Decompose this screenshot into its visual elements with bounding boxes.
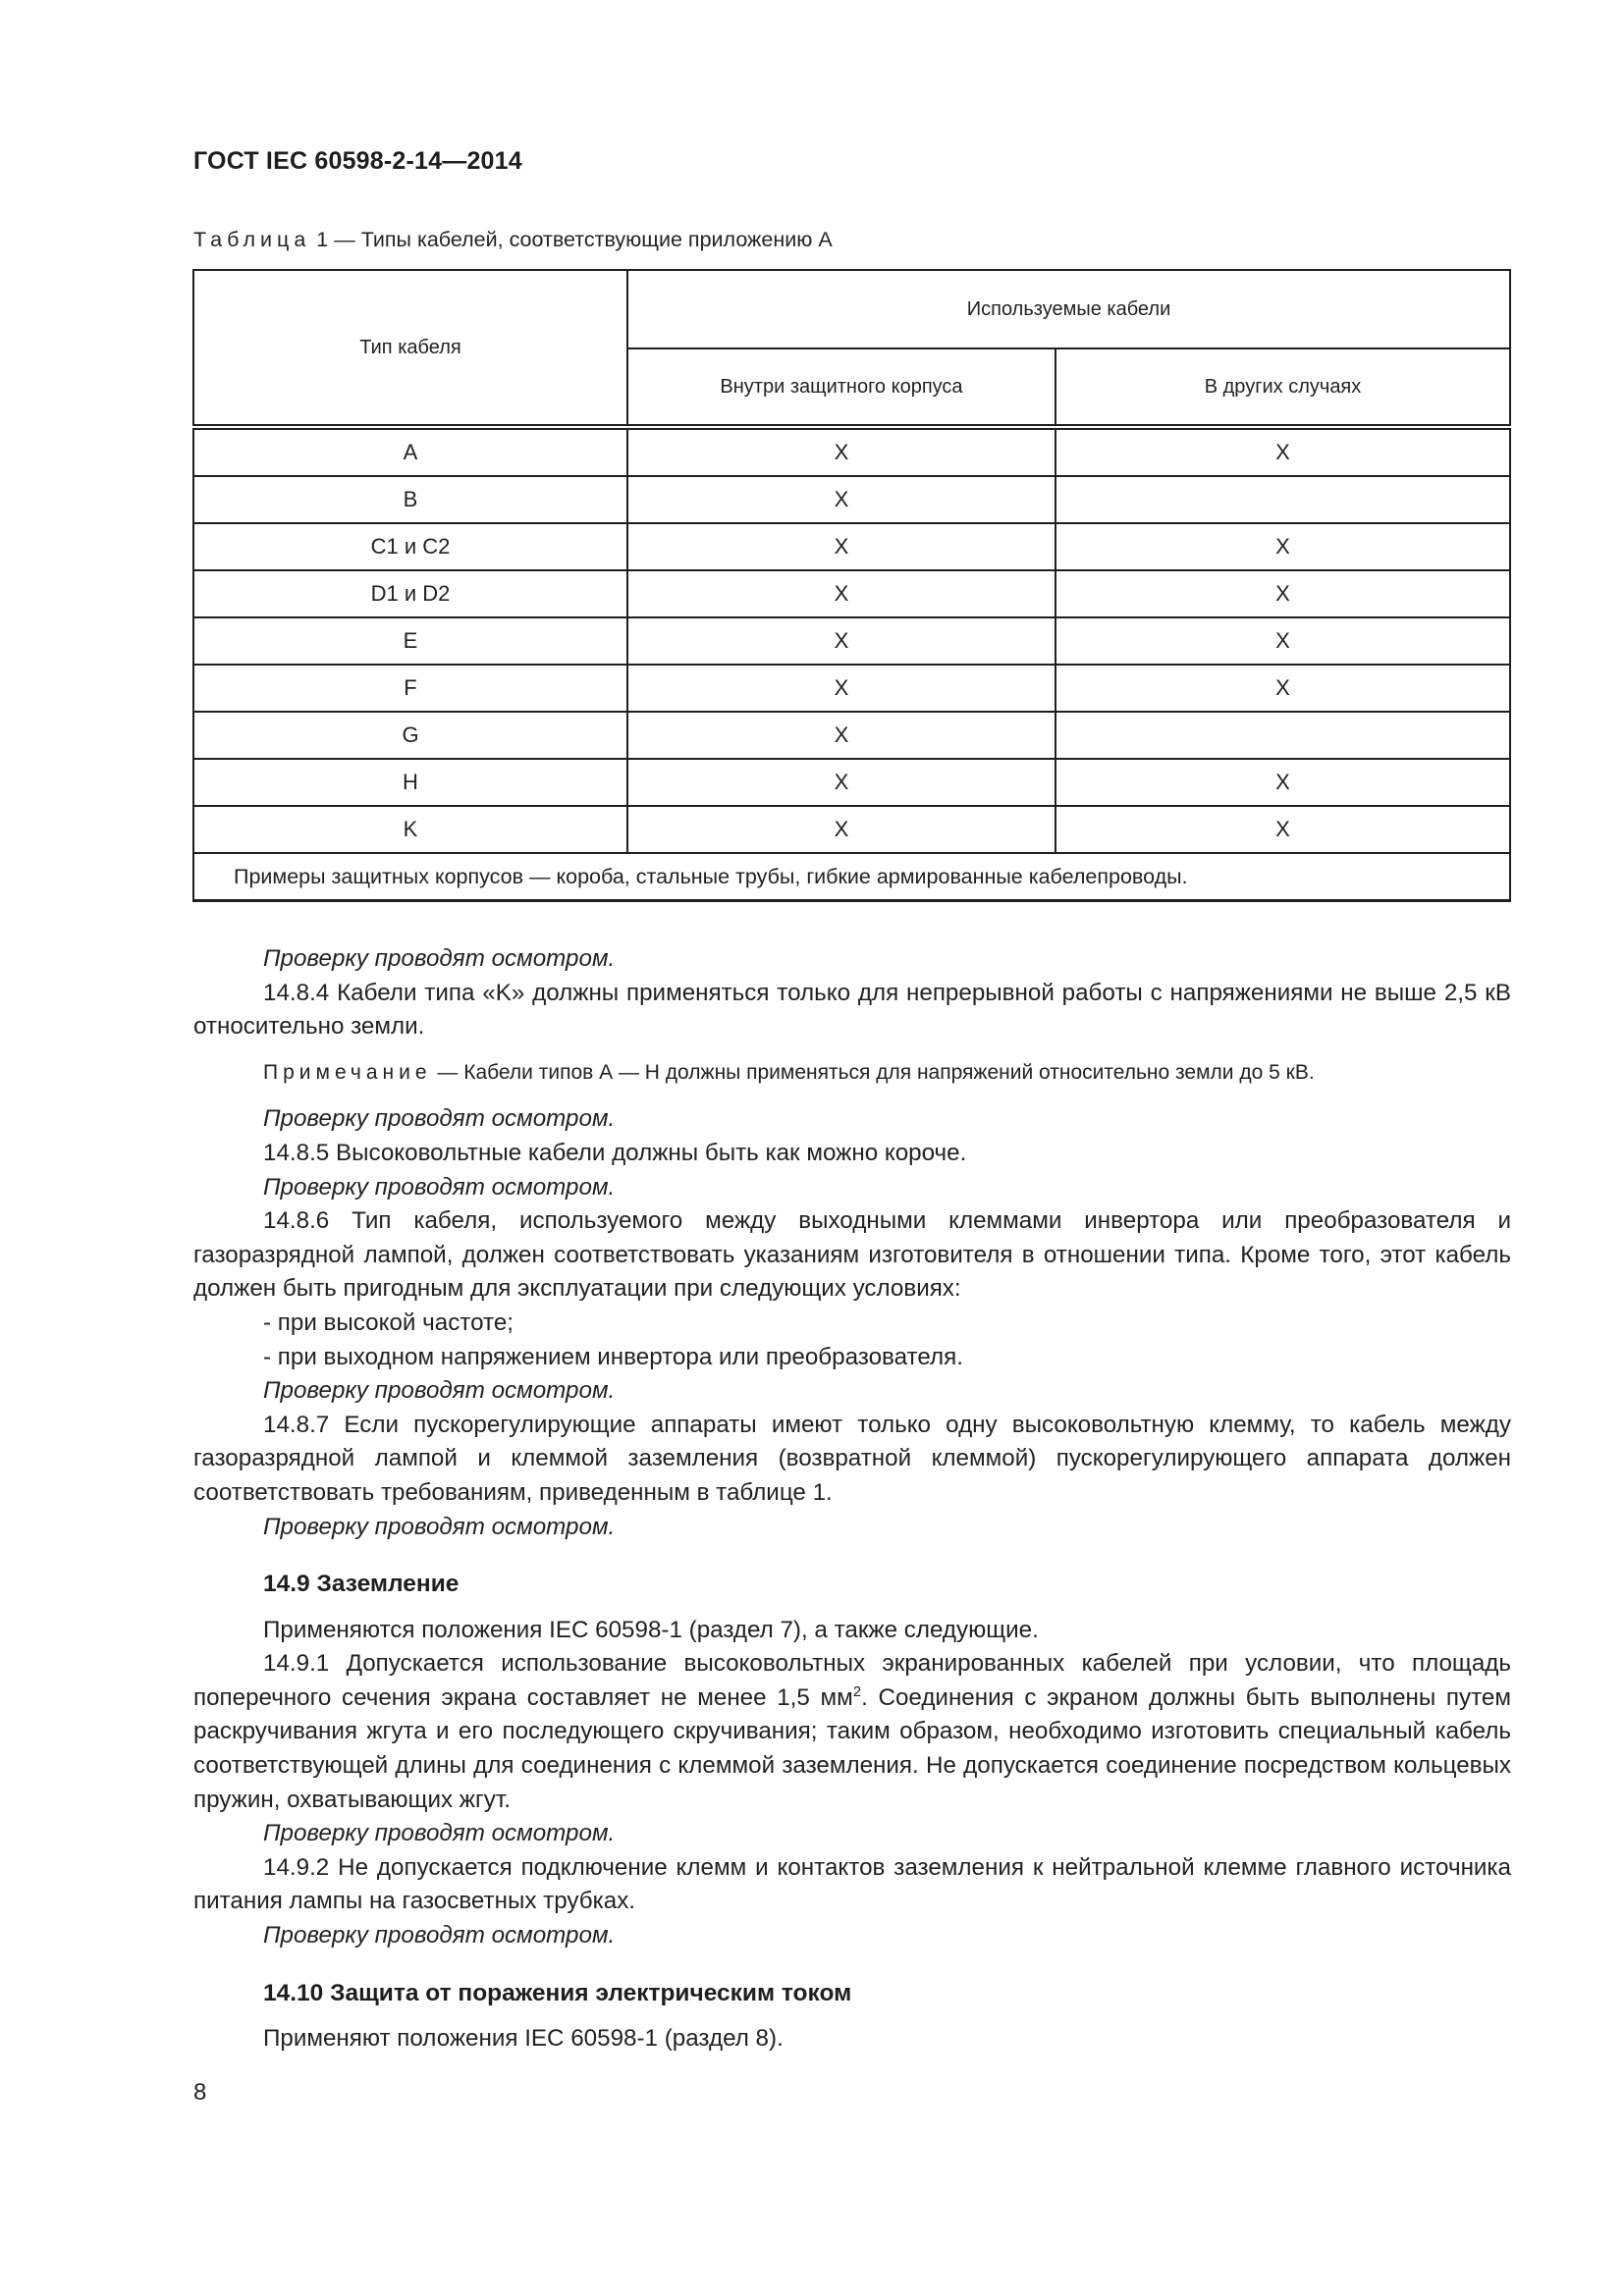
- cell-inside: X: [627, 806, 1056, 853]
- cell-inside: X: [627, 759, 1056, 806]
- clause-14-8-7: 14.8.7 Если пускорегулирующие аппараты имеют только одну высоковольтную клемму, то кабель между газоразрядной лампой и клеммой заземления (возвратной клеммой) пускорегулирующего аппарата должен соответствовать требованиям, приведенным в таблице 1.: [193, 1411, 1511, 1506]
- document-header: ГОСТ IEC 60598-2-14—2014: [193, 147, 522, 175]
- section-14-9-intro: Применяются положения IEC 60598-1 (раздел 7), а также следующие.: [263, 1616, 1039, 1643]
- cell-inside: X: [627, 476, 1056, 523]
- cell-type: K: [193, 806, 627, 853]
- cell-type: C1 и C2: [193, 523, 627, 570]
- cell-other: X: [1056, 617, 1510, 665]
- clause-14-8-6: 14.8.6 Тип кабеля, используемого между выходными клеммами инвертора или преобразователя и газоразрядной лампой, должен соответствовать указаниям изготовителя в отношении типа. Кроме того, этот кабель должен быть пригодным для эксплуатации при следующих условиях:: [193, 1207, 1511, 1303]
- cable-types-table: [192, 269, 1511, 902]
- clause-14-9-1-text-b: . Соединения с экраном должны быть выполнены путем раскручивания жгута и его последующего скручивания; таким образом, необходимо изготовить специальный кабель соответствующей длины для соединения с клеммой заземления. Не допускается соединение посредством кольцевых пружин, охватывающих жгут.: [193, 1683, 1511, 1813]
- note-label: Примечание: [263, 1060, 432, 1084]
- document-body: [193, 942, 1511, 2056]
- cell-other: X: [1056, 427, 1510, 476]
- table-row: [193, 759, 1510, 806]
- inspection-note: Проверку проводят осмотром.: [263, 1922, 616, 1949]
- table-caption-label: Таблица: [193, 228, 311, 251]
- clause-14-8-5: 14.8.5 Высоковольтные кабели должны быть как можно короче.: [263, 1139, 967, 1166]
- header-other-cases: В других случаях: [1056, 348, 1510, 427]
- note-paragraph: [193, 1056, 1511, 1091]
- table-row: [193, 806, 1510, 853]
- table-footer-row: [193, 853, 1510, 901]
- table-row: [193, 617, 1510, 665]
- inspection-note: Проверку проводят осмотром.: [263, 1105, 616, 1133]
- header-inside-enclosure: Внутри защитного корпуса: [627, 348, 1056, 427]
- table-row: [193, 523, 1510, 570]
- cell-type: F: [193, 665, 627, 712]
- table-caption: [193, 228, 833, 252]
- list-item: - при высокой частоте;: [263, 1308, 514, 1336]
- cell-type: A: [193, 427, 627, 476]
- cell-type: D1 и D2: [193, 570, 627, 617]
- clause-14-9-2: 14.9.2 Не допускается подключение клемм и контактов заземления к нейтральной клемме главного источника питания лампы на газосветных трубках.: [193, 1853, 1511, 1915]
- table-row: [193, 427, 1510, 476]
- cell-inside: X: [627, 523, 1056, 570]
- inspection-note: Проверку проводят осмотром.: [263, 1377, 616, 1405]
- cell-other: X: [1056, 665, 1510, 712]
- cell-other: X: [1056, 759, 1510, 806]
- clause-14-8-4: 14.8.4 Кабели типа «K» должны применяться только для непрерывной работы с напряжениями не выше 2,5 кВ относительно земли.: [193, 979, 1511, 1041]
- cell-other: X: [1056, 570, 1510, 617]
- table-row: [193, 712, 1510, 759]
- list-item: - при выходном напряжением инвертора или преобразователя.: [263, 1343, 963, 1370]
- table-row: [193, 476, 1510, 523]
- cell-type: E: [193, 617, 627, 665]
- cell-other: X: [1056, 806, 1510, 853]
- table-footer-note: Примеры защитных корпусов — короба, стальные трубы, гибкие армированные кабелепроводы.: [193, 853, 1510, 901]
- cell-type: G: [193, 712, 627, 759]
- table-row: [193, 665, 1510, 712]
- cell-inside: X: [627, 712, 1056, 759]
- superscript: 2: [852, 1682, 862, 1700]
- inspection-note: Проверку проводят осмотром.: [263, 1173, 616, 1201]
- cell-inside: X: [627, 665, 1056, 712]
- header-used-cables: Используемые кабели: [627, 270, 1510, 348]
- section-heading-14-10: 14.10 Защита от поражения электрическим током: [263, 1979, 852, 2006]
- note-text: — Кабели типов А — Н должны применяться для напряжений относительно земли до 5 кВ.: [431, 1060, 1315, 1084]
- cell-other: [1056, 712, 1510, 759]
- cell-other: X: [1056, 523, 1510, 570]
- inspection-note: Проверку проводят осмотром.: [263, 945, 616, 972]
- cell-other: [1056, 476, 1510, 523]
- section-heading-14-9: 14.9 Заземление: [263, 1571, 460, 1598]
- header-cable-type: Тип кабеля: [193, 270, 627, 427]
- inspection-note: Проверку проводят осмотром.: [263, 1513, 616, 1540]
- table-row: [193, 570, 1510, 617]
- section-14-10-text: Применяют положения IEC 60598-1 (раздел 8).: [263, 2025, 784, 2053]
- cell-inside: X: [627, 427, 1056, 476]
- cell-type: H: [193, 759, 627, 806]
- cell-inside: X: [627, 570, 1056, 617]
- clause-14-9-1: [193, 1647, 1511, 1817]
- table-caption-text: 1 — Типы кабелей, соответствующие приложению А: [310, 228, 833, 251]
- cell-inside: X: [627, 617, 1056, 665]
- cell-type: B: [193, 476, 627, 523]
- table-header-row: [193, 270, 1510, 348]
- inspection-note: Проверку проводят осмотром.: [263, 1820, 616, 1847]
- clause-14-9-1-text-a: 14.9.1 Допускается использование высоковольтных экранированных кабелей при условии, что площадь поперечного сечения экрана составляет не менее 1,5 мм: [193, 1650, 1511, 1711]
- page-number: 8: [193, 2079, 207, 2106]
